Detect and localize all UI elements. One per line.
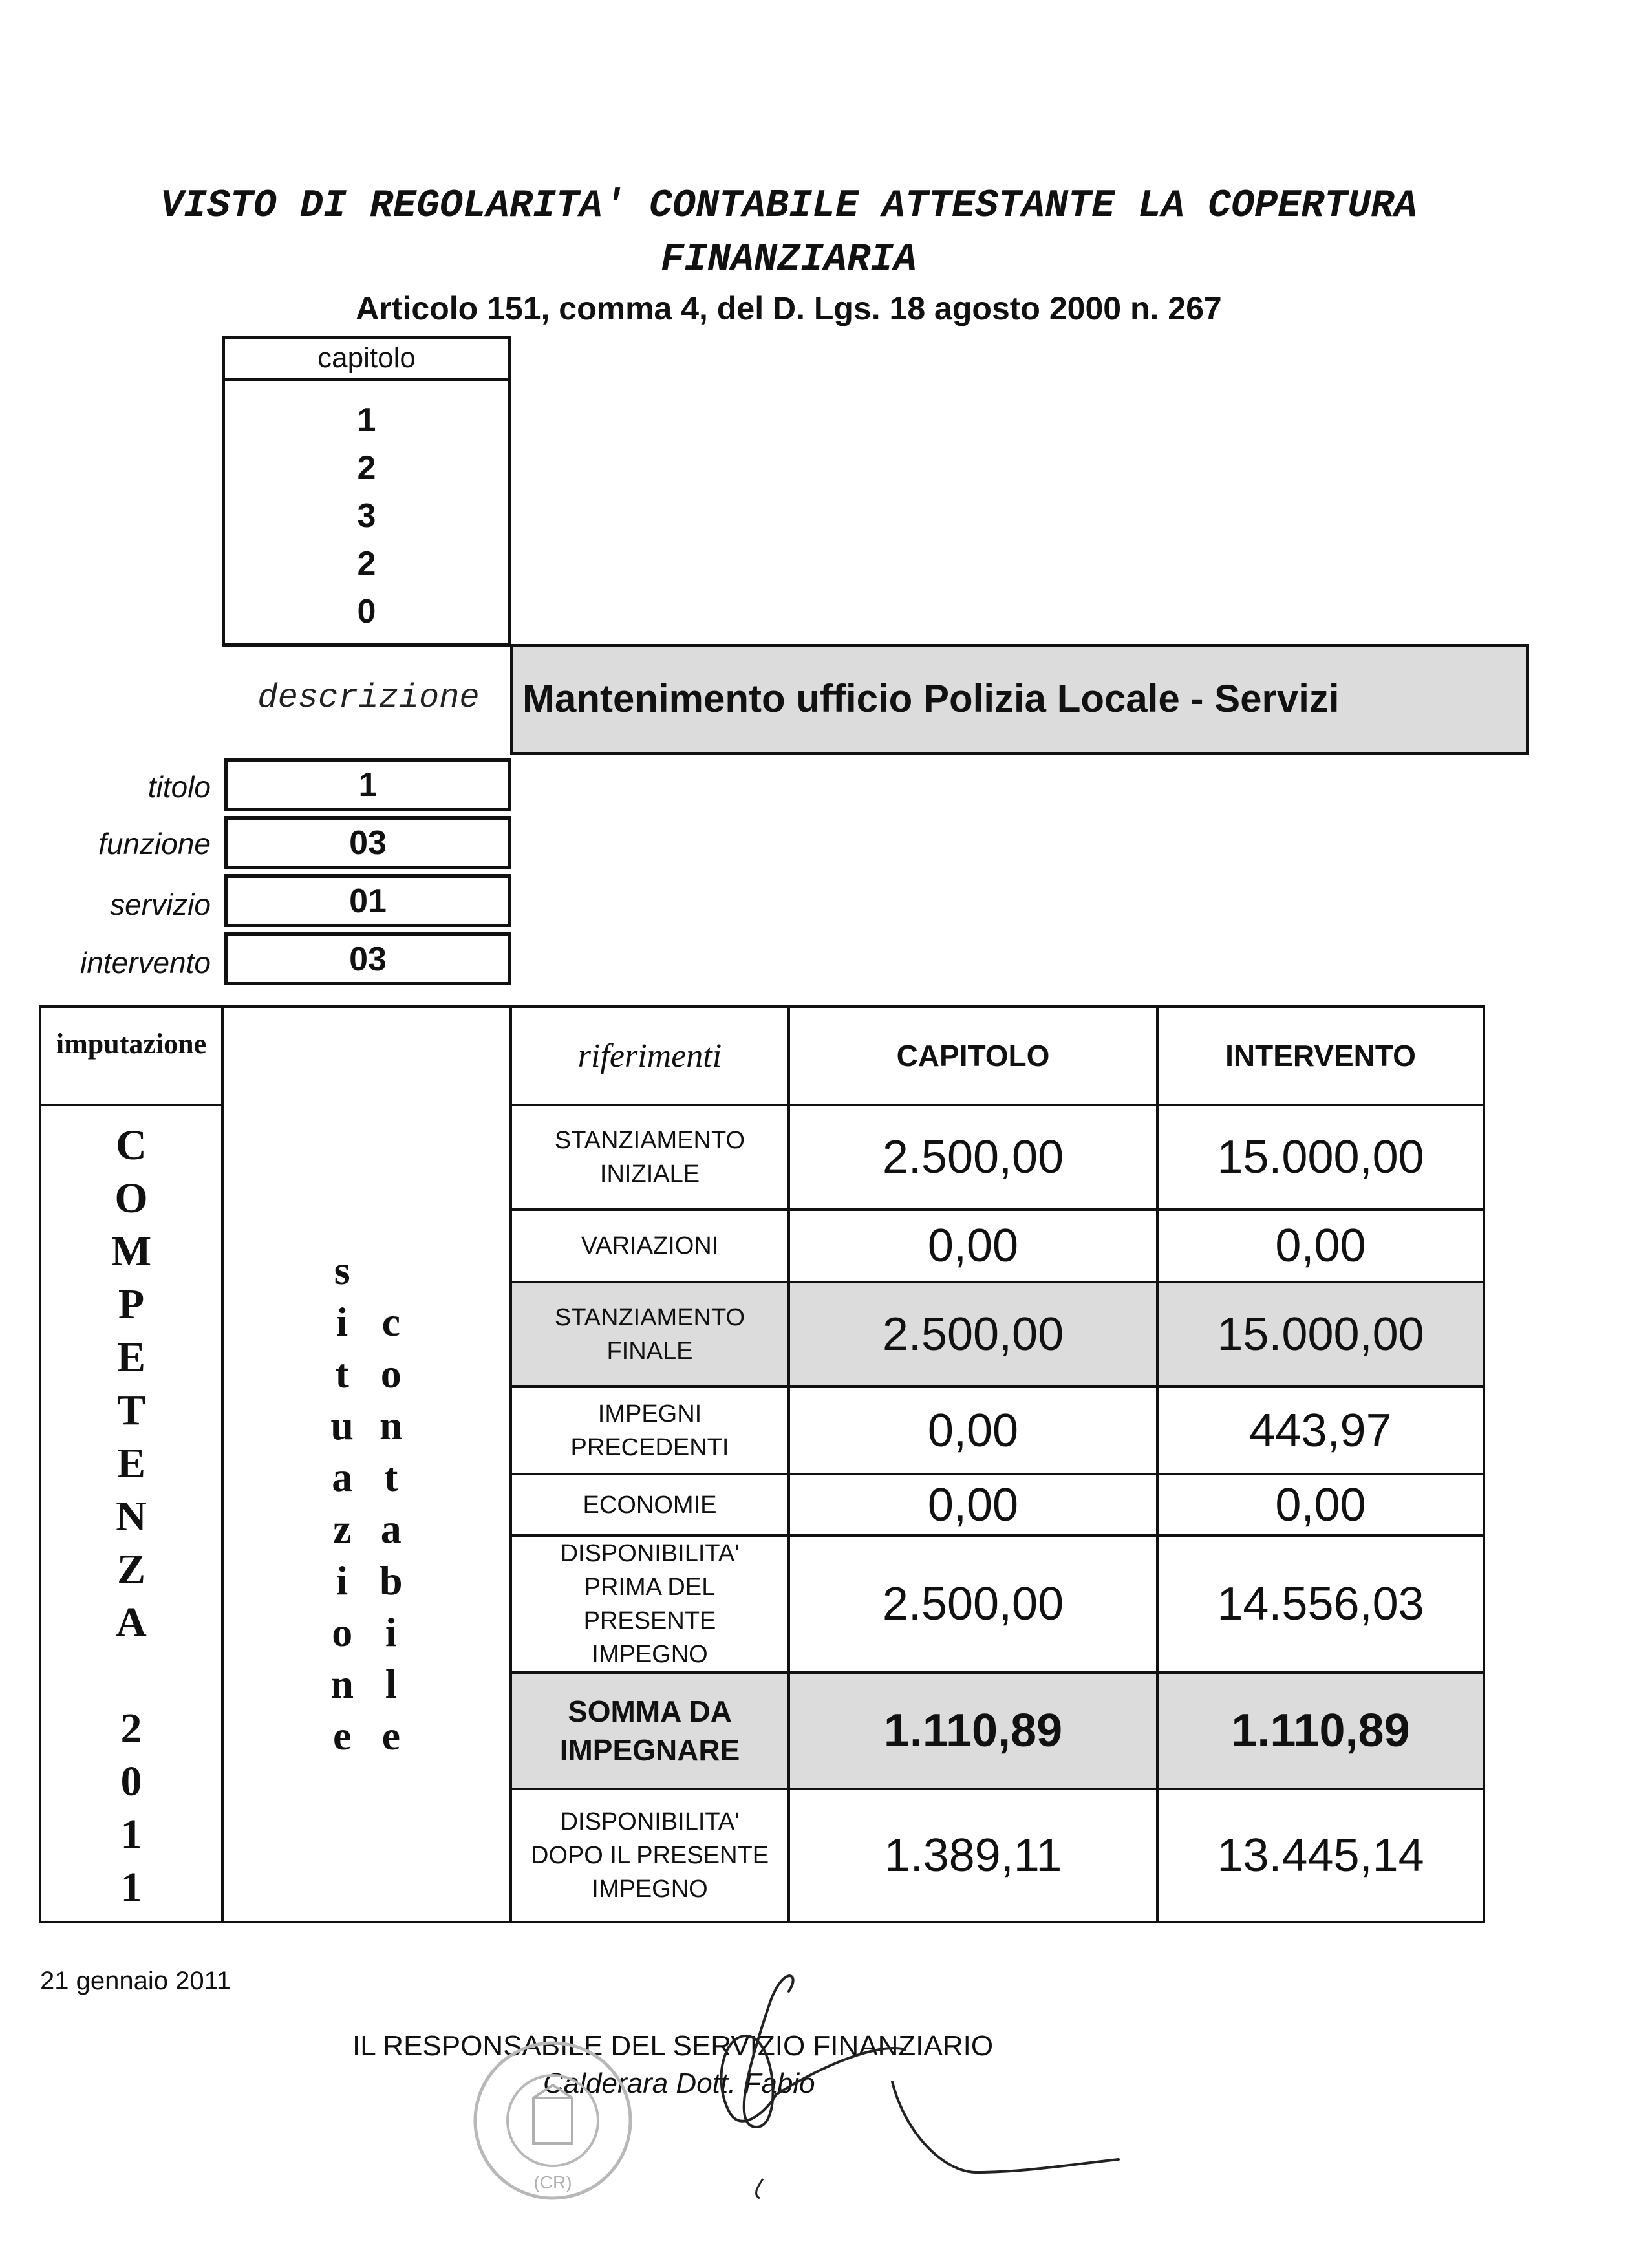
subtitle: Articolo 151, comma 4, del D. Lgs. 18 agosto 2000 n. 267	[356, 290, 1222, 326]
servizio-label: servizio	[110, 888, 211, 921]
situazione-letter: o	[332, 1609, 353, 1655]
capitolo-label: capitolo	[222, 336, 511, 381]
responsabile-label: IL RESPONSABILE DEL SERVIZIO FINANZIARIO	[352, 2030, 994, 2062]
municipal-stamp	[469, 2037, 637, 2205]
capitolo-digit: 3	[357, 497, 376, 535]
descrizione-value: Mantenimento ufficio Polizia Locale - Servizi	[510, 644, 1529, 755]
handwritten-signature	[672, 1965, 1125, 2211]
capitolo-digit: 2	[357, 449, 376, 487]
contabile-letter: e	[381, 1713, 400, 1759]
title-line-2: FINANZIARIA	[660, 238, 917, 282]
competenza-letter: T	[116, 1387, 146, 1434]
capitolo-value: 2.500,00	[789, 1105, 1157, 1210]
competenza-letter: 1	[120, 1864, 142, 1911]
competenza-cell	[40, 1105, 222, 1922]
intervento-value: 03	[224, 932, 511, 985]
intervento-column-header: INTERVENTO	[1157, 1007, 1484, 1105]
situazione-letter: s	[334, 1247, 350, 1293]
competenza-letter: 0	[120, 1758, 142, 1805]
document-date: 21 gennaio 2011	[40, 1967, 231, 1995]
funzione-value: 03	[224, 816, 511, 869]
row-label: IMPEGNI PRECEDENTI	[511, 1387, 789, 1474]
riferimenti-header: riferimenti	[511, 1007, 789, 1105]
capitolo-value-somma: 1.110,89	[789, 1673, 1157, 1789]
intervento-value: 13.445,14	[1157, 1789, 1484, 1922]
situazione-letter: t	[335, 1351, 349, 1396]
situazione-letter: u	[330, 1402, 354, 1448]
competenza-letter: Z	[116, 1546, 146, 1593]
intervento-value: 14.556,03	[1157, 1535, 1484, 1673]
situazione-letter: a	[332, 1454, 353, 1500]
svg-text:(CR): (CR)	[533, 2172, 572, 2192]
intervento-value: 0,00	[1157, 1474, 1484, 1535]
funzione-label: funzione	[98, 827, 211, 861]
contabile-letter: b	[380, 1557, 403, 1603]
contabile-vertical	[380, 1167, 403, 1762]
responsabile-name: Calderara Dott. Fabio	[543, 2068, 815, 2099]
capitolo-column-header: CAPITOLO	[789, 1007, 1157, 1105]
capitolo-digits-box	[222, 378, 511, 647]
contabile-letter: l	[385, 1661, 397, 1707]
row-label: STANZIAMENTO FINALE	[511, 1282, 789, 1387]
capitolo-value: 2.500,00	[789, 1535, 1157, 1673]
descrizione-label: descrizione	[257, 679, 480, 717]
intervento-value: 15.000,00	[1157, 1105, 1484, 1210]
situazione-letter: n	[330, 1661, 354, 1707]
competenza-vertical	[41, 1106, 221, 1914]
situazione-vertical	[330, 1167, 354, 1762]
contabile-letter: t	[384, 1454, 398, 1500]
capitolo-digit: 1	[357, 401, 376, 439]
capitolo-digit: 2	[357, 545, 376, 583]
row-label: STANZIAMENTO INIZIALE	[511, 1105, 789, 1210]
titolo-value: 1	[224, 758, 511, 811]
contabile-letter: n	[380, 1402, 403, 1448]
intervento-value-somma: 1.110,89	[1157, 1673, 1484, 1789]
servizio-value: 01	[224, 874, 511, 927]
row-label: ECONOMIE	[511, 1474, 789, 1535]
capitolo-value: 0,00	[789, 1474, 1157, 1535]
capitolo-value: 1.389,11	[789, 1789, 1157, 1922]
contabile-letter: c	[381, 1299, 400, 1345]
intervento-value: 0,00	[1157, 1210, 1484, 1282]
intervento-label: intervento	[80, 946, 211, 979]
competenza-gap	[41, 1649, 221, 1702]
capitolo-value: 0,00	[789, 1387, 1157, 1474]
capitolo-value: 2.500,00	[789, 1282, 1157, 1387]
competenza-letter: E	[116, 1440, 146, 1487]
competenza-letter: A	[116, 1599, 147, 1646]
situazione-contabile-cell	[222, 1007, 511, 1922]
imputazione-label: imputazione	[40, 1007, 222, 1105]
competenza-letter: 2	[120, 1705, 142, 1752]
row-label: VARIAZIONI	[511, 1210, 789, 1282]
competenza-letter: C	[116, 1122, 147, 1169]
competenza-letter: E	[116, 1334, 146, 1381]
situazione-letter: e	[333, 1713, 352, 1759]
capitolo-digit: 0	[357, 593, 376, 630]
intervento-value: 443,97	[1157, 1387, 1484, 1474]
contabile-letter: i	[385, 1609, 397, 1655]
situazione-letter: i	[336, 1299, 348, 1345]
contabile-letter: a	[380, 1506, 402, 1552]
competenza-letter: 1	[120, 1811, 142, 1858]
titolo-label: titolo	[147, 770, 211, 804]
intervento-value: 15.000,00	[1157, 1282, 1484, 1387]
competenza-letter: N	[116, 1493, 147, 1540]
capitolo-value: 0,00	[789, 1210, 1157, 1282]
row-label-somma: SOMMA DA IMPEGNARE	[511, 1673, 789, 1789]
row-label: DISPONIBILITA' PRIMA DEL PRESENTE IMPEGNO	[511, 1535, 789, 1673]
title-line-1: VISTO DI REGOLARITA' CONTABILE ATTESTANTE LA COPERTURA	[160, 184, 1418, 228]
contabile-letter: o	[380, 1351, 402, 1396]
competenza-letter: O	[114, 1175, 148, 1222]
situazione-letter: i	[336, 1557, 348, 1603]
row-label: DISPONIBILITA' DOPO IL PRESENTE IMPEGNO	[511, 1789, 789, 1922]
situazione-letter: z	[333, 1506, 352, 1552]
situazione-contabile-table	[39, 1005, 1485, 1923]
competenza-letter: P	[118, 1281, 145, 1328]
competenza-letter: M	[111, 1228, 152, 1275]
